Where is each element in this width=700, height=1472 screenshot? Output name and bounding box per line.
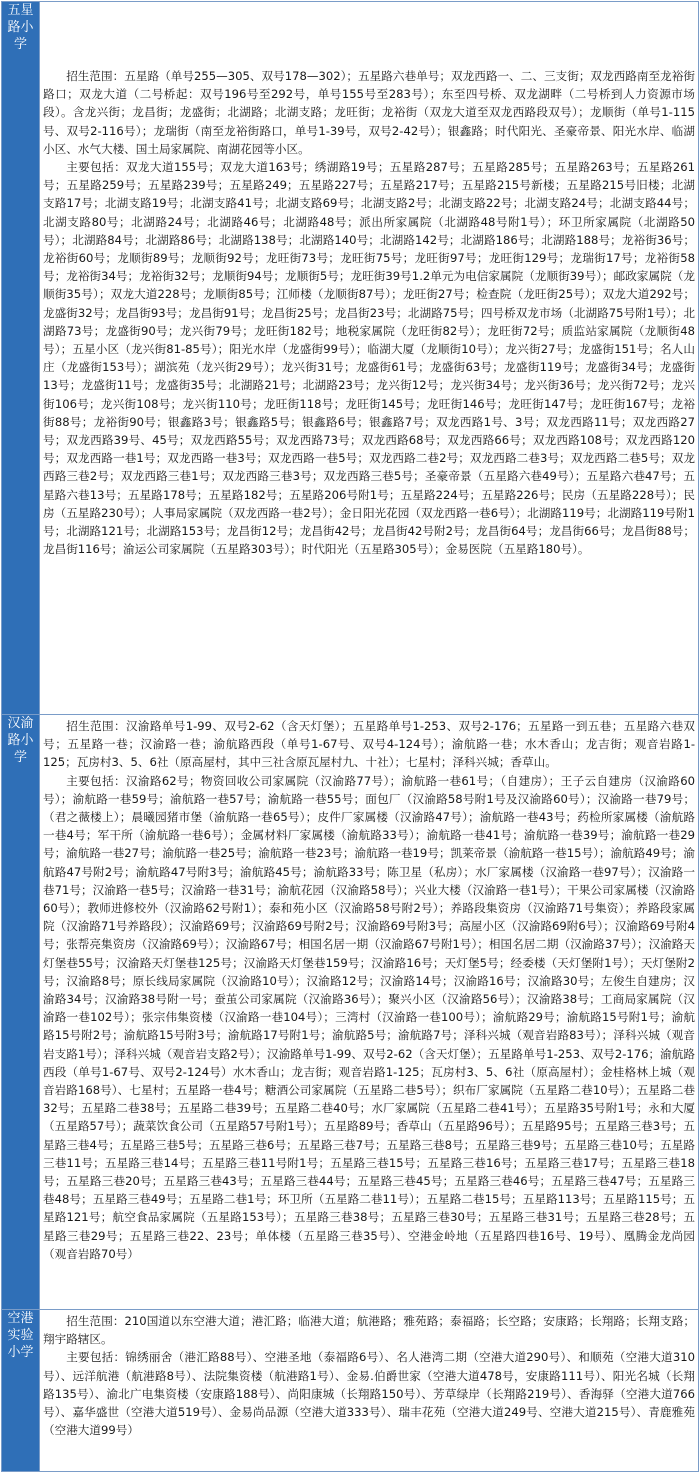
- table-row: [2, 715, 699, 1310]
- main-addresses: 主要包括：锦绣丽舍（港汇路88号）、空港圣地（泰福路6号）、名人港湾二期（空港大道290号）、和顺苑（空港大道310号）、远洋航港（航港路8号）、法院集资楼（航港路1号）、金易.伯爵世家（空港大道478号，安康路111号）、阳光名城（长翔路135号）、渝北广电集资楼（安康路188号）、尚阳康城（长翔路150号）、芳草绿岸（长翔路219号）、香海驿（空港大道766号）、嘉华盛世（空港大道519号）、金易尚品源（空港大道333号）、瑞丰花苑（空港大道249号、空港大道215号）、青鹿雅苑（空港大道99号）: [43, 1350, 695, 1438]
- enrollment-range: 招生范围：210国道以东空港大道；港汇路；临港大道；航港路；雅苑路；泰福路；长空路；安康路；长翔路；长翔支路；翔宇路辖区。: [43, 1314, 695, 1347]
- enrollment-range: 招生范围：五星路（单号255—305、双号178—302）；五星路六巷单号；双龙西路一、二、三支街；双龙西路南至龙裕街路口；双龙大道（二号桥起：双号196号至292号，单号155号至283号）；东至四号桥、双龙湖畔（二号桥到人力资源市场段）。含龙兴街；龙昌街；龙盛街；北湖路；北湖支路；龙旺街；龙裕街（双龙大道至双龙西路段双号）；龙顺街（单号1-115号、双号2-116号）；龙瑞街（南至龙裕街路口，单号1-39号，双号2-42号）；银鑫路；时代阳光、圣豪帝景、阳光水岸、临湖小区、水气大楼、国土局家属院、南湖花园等小区。: [43, 69, 695, 156]
- school-name: 五星路小学: [7, 3, 34, 52]
- school-name-cell: [2, 715, 40, 1310]
- table-row: [2, 1310, 699, 1472]
- main-addresses: 主要包括：双龙大道155号；双龙大道163号；绣湖路19号；五星路287号；五星路285号；五星路263号；五星路261号；五星路259号；五星路239号；五星路249；五星路227号；五星路217号；五星路215号新楼；五星路215号旧楼；北湖支路17号；北湖支路19号；北湖支路41号；北湖支路69号；北湖支路2号；北湖支路22号；北湖支路24号；北湖支路44号；北湖支路80号；北湖路24号；北湖路46号；北湖路48号；派出所家属院（北湖路48号附1号）；环卫所家属院（北湖路50号）；北湖路84号；北湖路86号；北湖路138号；北湖路140号；北湖路142号；北湖路186号；北湖路188号；龙裕街36号；龙裕街60号；龙顺街89号；龙顺街92号；龙旺街73号；龙旺街75号；龙旺街97号；龙旺街129号；龙瑞街17号；龙裕街58号；龙裕街34号；龙裕街32号；龙顺街94号；龙顺街5号；龙旺街39号1.2单元为电信家属院（龙顺街39号）；邮政家属院（龙顺街35号）；双龙大道228号；龙顺街85号；江师楼（龙顺街87号）；龙旺街27号；检查院（龙旺街25号）；双龙大道292号；龙盛街32号；龙昌街93号；龙昌街91号；龙昌街25号；龙昌街23号；北湖路75号；四号桥双龙市场（北湖路75号附1号）；北湖路73号；龙盛街90号；龙兴街79号；龙旺街182号；地税家属院（龙旺街82号）；龙旺街72号；质监站家属院（龙顺街48号）；五星小区（龙兴街81-85号）；阳光水岸（龙盛街99号）；临湖大厦（龙顺街10号）；龙兴街27号；龙盛街151号；名人山庄（龙盛街153号）；湖滨苑（龙兴街29号）；龙兴街31号；龙盛街61号；龙盛街63号；龙盛街119号；龙盛街34号；龙盛街13号；龙盛街11号；龙盛街35号；北湖路21号；北湖路23号；龙兴街12号；龙兴街34号；龙兴街36号；龙兴街72号；龙兴街106号；龙兴街108号；龙兴街110号；龙旺街118号；龙旺街145号；龙旺街146号；龙旺街147号；龙旺街167号；龙裕街88号；龙裕街90号；银鑫路3号；银鑫路5号；银鑫路6号；银鑫路7号；双龙西路1号、3号；双龙西路11号；双龙西路27号；双龙西路39号、45号；双龙西路55号；双龙西路73号；双龙西路68号；双龙西路66号；双龙西路108号；双龙西路120号；双龙西路一巷1号；双龙西路一巷3号；双龙西路一巷5号；双龙西路二巷2号；双龙西路二巷3号；双龙西路二巷5号；双龙西路三巷2号；双龙西路三巷1号；双龙西路三巷3号；双龙西路三巷5号；圣豪帝景（五星路六巷49号）；五星路六巷47号；五星路六巷13号；五星路178号；五星路182号；五星路206号附1号；五星路224号；五星路226号；民房（五星路228号）；民房（五星路230号）；人事局家属院（双龙西路一巷2号）；金日阳光花园（双龙西路一巷6号）；北湖路119号；北湖路119号附1号；北湖路121号；北湖路153号；龙昌街12号；龙昌街42号；龙昌街42号附2号；龙昌街64号；龙昌街66号；龙昌街88号；龙昌街116号；渝运公司家属院（五星路303号）；时代阳光（五星路305号）；金易医院（五星路180号）。: [43, 160, 695, 557]
- main-addresses: 主要包括：汉渝路62号；物资回收公司家属院（汉渝路77号）；渝航路一巷61号；（自建房）；王子云自建房（汉渝路60号）；渝航路一巷59号；渝航路一巷57号；渝航路一巷55号；面包厂（汉渝路58号附1号及汉渝路60号）；汉渝路一巷79号；（君之薇楼上）；晨曦园猪市堡（渝航路一巷65号）；皮件厂家属楼（汉渝路47号）；渝航路一巷43号；药检所家属楼（渝航路一巷4号；军干所（渝航路一巷6号）；金属材料厂家属楼（渝航路33号）；渝航路一巷41号；渝航路一巷39号；渝航路一巷29号；渝航路一巷27号；渝航路一巷25号；渝航路一巷23号；渝航路一巷19号；凯莱帝景（渝航路一巷15号）；渝航路49号；渝航路47号附2号；渝航路47号附3号；渝航路45号；渝航路33号；陈卫星（私房）；水厂家属楼（汉渝路一巷97号）；汉渝路一巷71号；汉渝路一巷5号；汉渝路一巷31号；渝航花园（汉渝路58号）；兴业大楼（汉渝路一巷1号）；干果公司家属楼（汉渝路60号）；教师进修校外（汉渝路62号附1）；泰和苑小区（汉渝路58号附2号）；养路段集资房（汉渝路71号集资）；养路段家属院（汉渝路71号养路段）；汉渝路69号；汉渝路69号附2号；汉渝路69号附3号；高屋小区（汉渝路69附6号）；汉渝路69号附4号；张帮亮集资房（汉渝路69号）；汉渝路67号；相国名居一期（汉渝路67号附1号）；相国名居二期（汉渝路37号）；汉渝路天灯堡巷55号；汉渝路天灯堡巷125号；汉渝路天灯堡巷159号；汉渝路16号；天灯堡5号；经委楼（天灯堡附1号）；天灯堡附2号；汉渝路8号；原长线局家属院（汉渝路10号）；汉渝路12号；汉渝路14号；汉渝路16号；汉渝路30号；左俊生自建房；汉渝路34号；汉渝路38号附一号；蚕茧公司家属院（汉渝路36号）；聚兴小区（汉渝路56号）；汉渝路38号；工商局家属院（汉渝路一巷102号）；张宗伟集资楼（汉渝路一巷104号）；三湾村（汉渝路一巷100号）；渝航路29号；渝航路15号附1号；渝航路15号附2号；渝航路15号附3号；渝航路17号附1号；渝航路5号；渝航路7号；泽科兴城（观音岩路83号）；泽科兴城（观音岩支路1号）；泽科兴城（观音岩支路2号）；汉渝路单号1-99、双号2-62（含天灯堡）；五星路单号1-253、双号2-176；渝航路西段（单号1-67号、双号2-124号）水木香山；龙吉街；观音岩路1-125；瓦房村3、5、6社（原高屋村）；金桂格林上城（观音岩路168号）、七星村；五星路一巷4号；糖酒公司家属院（五星路二巷5号）；织布厂家属院（五星路二巷10号）；五星路二巷32号；五星路二巷38号；五星路二巷39号；五星路二巷40号；水厂家属院（五星路二巷41号）；五星路35号附1号；永和大厦（五星路57号）；蔬菜饮食公司（五星路57号附1号）；五星路89号；香草山（五星路96号）；五星路95号；五星路三巷3号；五星路三巷4号；五星路三巷5号；五星路三巷6号；五星路三巷7号；五星路三巷8号；五星路三巷9号；五星路三巷10号；五星路三巷11号；五星路三巷14号；五星路三巷11号附1号；五星路三巷15号；五星路三巷16号；五星路三巷17号；五星路三巷18号；五星路三巷20号；五星路三巷43号；五星路三巷44号；五星路三巷45号；五星路三巷46号；五星路三巷47号；五星路三巷48号；五星路三巷49号；五星路二巷1号；环卫所（五星路二巷11号）；五星路二巷15号；五星路113号；五星路115号；五星路121号；航空食品家属院（五星路153号）；五星路三巷38号；五星路三巷30号；五星路三巷31号；五星路三巷28号；五星路三巷29号；五星路三巷22、23号；单体楼（五星路三巷35号）、空港金岭地（五星路四巷16号、19号）、凰腾金龙尚园（观音岩路70号）: [43, 773, 695, 1261]
- zone-content-cell: [40, 715, 699, 1310]
- enrollment-zone-table: [1, 1, 699, 1472]
- school-name-cell: [2, 1310, 40, 1472]
- zone-content-cell: [40, 2, 699, 715]
- school-name: 空港实验小学: [7, 1311, 34, 1360]
- school-name: 汉渝路小学: [7, 716, 34, 765]
- enrollment-range: 招生范围：汉渝路单号1-99、双号2-62（含天灯堡）；五星路单号1-253、双号2-176；五星路一到五巷；五星路六巷双号；五星路一巷；汉渝路一巷；渝航路西段（单号1-67号、双号4-124号）；渝航路一巷；水木香山；龙吉街；观音岩路1-125；瓦房村3、5、6社（原高屋村，其中三社含原瓦屋村九、十社）；七星村；泽科兴城；香草山。: [43, 719, 695, 770]
- table-row: [2, 2, 699, 715]
- zone-content-cell: [40, 1310, 699, 1472]
- school-name-cell: [2, 2, 40, 715]
